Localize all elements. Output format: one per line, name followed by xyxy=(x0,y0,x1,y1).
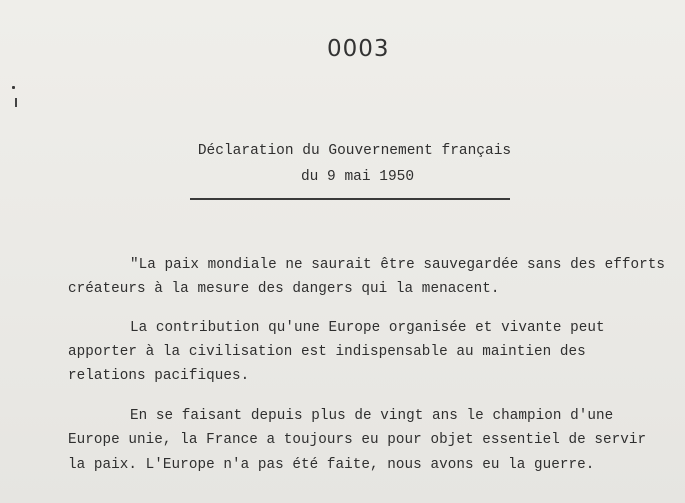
paragraph-2-line-3: relations pacifiques. xyxy=(68,368,250,384)
title-underline xyxy=(190,198,510,200)
paragraph-1-line-2: créateurs à la mesure des dangers qui la menacent. xyxy=(68,281,500,297)
paragraph-3-line-3: la paix. L'Europe n'a pas été faite, nous avons eu la guerre. xyxy=(68,457,595,473)
paragraph-1-line-1: "La paix mondiale ne saurait être sauvegardée sans des efforts xyxy=(130,257,666,273)
margin-mark xyxy=(12,86,15,89)
paragraph-3-line-1: En se faisant depuis plus de vingt ans le champion d'une xyxy=(130,408,614,424)
page-number: 0003 xyxy=(327,36,390,62)
document-title: Déclaration du Gouvernement français xyxy=(197,143,512,159)
paragraph-3-line-2: Europe unie, la France a toujours eu pour objet essentiel de servir xyxy=(68,432,647,448)
margin-mark xyxy=(15,98,17,107)
document-date: du 9 mai 1950 xyxy=(300,169,415,185)
paragraph-2-line-2: apporter à la civilisation est indispensable au maintien des xyxy=(68,344,586,360)
paragraph-2-line-1: La contribution qu'une Europe organisée et vivante peut xyxy=(130,320,605,336)
